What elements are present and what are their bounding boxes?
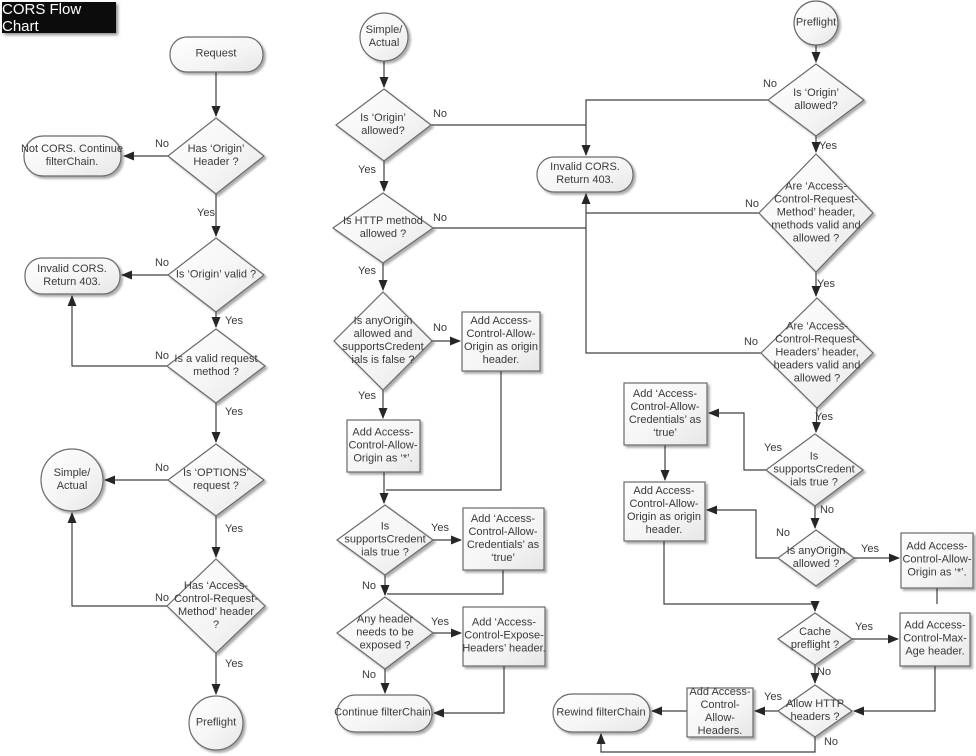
edge-label-no: No (432, 212, 448, 224)
add-acac-true-right-shape (624, 383, 707, 445)
decision-any-header-exposed: Any header needs to be exposed ? (356, 613, 414, 652)
edge-label-no: No (432, 108, 448, 120)
edge-label-yes: Yes (431, 616, 449, 628)
node-rewind-filterchain: Rewind filterChain (556, 706, 646, 719)
is-origin-valid-shape (168, 238, 264, 312)
edge-label-no: No (816, 666, 832, 678)
node-invalid-cors-mid: Invalid CORS. Return 403. (550, 161, 620, 186)
chart-title: CORS Flow Chart (2, 2, 116, 33)
decision-are-acrm-valid: Are ‘Access- Control-Request- Method’ header, methods valid and allowed ? (771, 180, 861, 245)
add-max-age-shape (900, 613, 970, 666)
edge-label-no: No (775, 527, 791, 539)
are-acrm-valid-shape (759, 154, 873, 272)
decision-cache-preflight: Cache preflight ? (790, 626, 840, 651)
has-acrm-header-shape (167, 559, 265, 653)
connector (586, 100, 768, 155)
connector (434, 666, 504, 713)
node-not-cors: Not CORS. Continue filterChain. (20, 143, 124, 168)
decision-is-http-method-allowed: Is HTTP method allowed ? (343, 215, 423, 240)
connector (72, 296, 170, 366)
connector (586, 194, 761, 353)
is-supports-credentials-right-shape (766, 434, 863, 506)
decision-is-valid-request-method: Is a valid request method ? (174, 353, 258, 378)
right-is-origin-allowed-shape (768, 64, 864, 136)
node-continue-filterchain: Continue filterChain. (334, 706, 434, 719)
edge-label-yes: Yes (861, 543, 879, 555)
connector (707, 510, 778, 558)
invalid-cors-mid-shape (537, 157, 633, 192)
decision-has-origin-header: Has ‘Origin’ Header ? (187, 143, 245, 168)
edge-label-yes: Yes (815, 411, 833, 423)
decision-is-supports-credentials-mid: Is supportsCredent ials true ? (344, 520, 426, 559)
process-add-acao-origin-right: Add Access- Control-Allow- Origin as origin header. (627, 485, 701, 536)
decision-mid-is-origin-allowed: Is ‘Origin’ allowed? (360, 112, 406, 137)
decision-is-options-request: Is ‘OPTIONS’ request ? (182, 467, 249, 492)
edge-label-no: No (762, 78, 778, 90)
not-cors-shape (24, 136, 121, 176)
node-request: Request (195, 47, 237, 60)
mid-is-origin-allowed-shape (336, 89, 431, 161)
node-preflight-right: Preflight (795, 16, 837, 29)
edge-label-yes: Yes (764, 691, 782, 703)
node-simple-actual-mid: Simple/ Actual (365, 24, 403, 49)
preflight-right-shape (794, 1, 838, 45)
simple-actual-left-shape (41, 449, 103, 511)
connector (387, 570, 503, 594)
process-add-expose-headers: Add ‘Access- Control-Expose- Headers’ header. (462, 616, 546, 655)
edge-label-no: No (154, 350, 170, 362)
edge-label-yes: Yes (431, 522, 449, 534)
invalid-cors-left-shape (25, 258, 120, 294)
is-supports-credentials-mid-shape (337, 505, 433, 575)
edge-label-yes: Yes (225, 406, 243, 418)
edge-label-no: No (432, 322, 448, 334)
edge-label-yes: Yes (358, 390, 376, 402)
node-preflight-left: Preflight (195, 716, 237, 729)
process-add-max-age: Add Access- Control-Max- Age header. (903, 619, 967, 658)
node-simple-actual-left: Simple/ Actual (53, 467, 91, 492)
edge-label-no: No (819, 504, 835, 516)
decision-allow-http-headers: Allow HTTP headers ? (785, 698, 845, 723)
edge-label-yes: Yes (358, 265, 376, 277)
add-allow-headers-shape (687, 688, 753, 737)
cache-preflight-shape (778, 613, 852, 665)
edge-label-yes: Yes (197, 207, 215, 219)
is-options-request-shape (168, 444, 264, 516)
edge-label-yes: Yes (358, 164, 376, 176)
add-acao-star-mid-shape (347, 420, 420, 472)
edge-label-no: No (744, 198, 760, 210)
decision-is-supports-credentials-right: Is supportsCredent ials true ? (773, 450, 855, 489)
connector (854, 666, 935, 711)
is-valid-request-method-shape (167, 329, 265, 403)
edge-label-no: No (823, 736, 839, 748)
are-acrh-valid-shape (761, 298, 873, 408)
edge-label-yes: Yes (817, 278, 835, 290)
any-header-exposed-shape (337, 597, 433, 669)
edge-label-no: No (154, 138, 170, 150)
add-acao-origin-right-shape (624, 482, 705, 541)
is-http-method-allowed-shape (333, 193, 433, 263)
has-origin-header-shape (168, 118, 264, 194)
is-anyorigin-allowed-shape (778, 530, 854, 586)
add-expose-headers-shape (463, 607, 545, 666)
edge-label-no: No (361, 580, 377, 592)
edge-label-yes: Yes (764, 442, 782, 454)
continue-filterchain-shape (337, 695, 432, 732)
process-add-acao-origin-mid: Add Access- Control-Allow- Origin as origin header. (464, 315, 538, 366)
decision-has-acrm-header: Has ‘Access- Control-Request- Method’ header ? (174, 580, 258, 631)
add-acao-star-right-shape (901, 533, 973, 588)
connector (816, 408, 817, 432)
connector (709, 413, 766, 470)
preflight-left-shape (189, 696, 243, 750)
process-add-acac-true-mid: Add ‘Access- Control-Allow- Credentials’ as ‘true’ (466, 513, 540, 564)
edge-label-no: No (154, 462, 170, 474)
decision-is-anyorigin-allowed: Is anyOrigin allowed ? (786, 545, 846, 570)
node-invalid-cors-left: Invalid CORS. Return 403. (37, 263, 107, 288)
process-add-acac-true-right: Add ‘Access- Control-Allow- Credentials’ as ‘true’ (628, 388, 702, 439)
add-acao-origin-mid-shape (462, 312, 540, 371)
request-shape (170, 37, 263, 72)
edge-label-no: No (154, 592, 170, 604)
decision-is-origin-valid: Is ‘Origin’ valid ? (175, 268, 257, 281)
allow-http-headers-shape (778, 685, 852, 737)
node-shapes (24, 1, 973, 750)
process-add-acao-star-right: Add Access- Control-Allow- Origin as ‘*’. (902, 540, 972, 579)
edge-label-no: No (154, 257, 170, 269)
process-add-acao-star-mid: Add Access- Control-Allow- Origin as ‘*’. (348, 426, 418, 465)
simple-actual-mid-shape (360, 13, 408, 61)
connector (72, 513, 170, 606)
edge-label-yes: Yes (225, 523, 243, 535)
decision-are-acrh-valid: Are ‘Access- Control-Request- Headers’ header, headers valid and allowed ? (773, 320, 861, 385)
edge-label-yes: Yes (225, 315, 243, 327)
add-acac-true-mid-shape (463, 508, 544, 570)
decision-right-is-origin-allowed: Is ‘Origin’ allowed? (793, 87, 839, 112)
is-anyorigin-supports-false-shape (334, 292, 432, 390)
edge-label-no: No (743, 336, 759, 348)
edge-label-yes: Yes (855, 621, 873, 633)
edge-label-yes: Yes (819, 140, 837, 152)
edge-label-no: No (361, 669, 377, 681)
process-add-allow-headers: Add Access- Control- Allow- Headers. (689, 686, 751, 737)
edge-label-yes: Yes (225, 658, 243, 670)
rewind-filterchain-shape (553, 694, 650, 732)
decision-is-anyorigin-supports-false: Is anyOrigin allowed and supportsCredent ials is false ? (342, 315, 424, 366)
